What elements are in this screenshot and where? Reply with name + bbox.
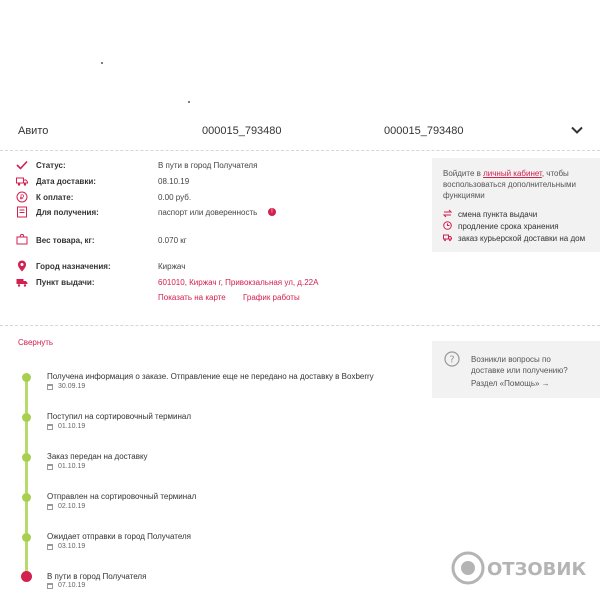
weight-icon xyxy=(16,233,28,245)
divider xyxy=(0,150,600,151)
schedule-link[interactable]: График работы xyxy=(243,293,300,302)
delivery-date-label: Дата доставки: xyxy=(36,177,96,186)
status-label: Статус: xyxy=(36,161,66,170)
timeline-dot xyxy=(22,533,31,542)
timeline-event-date: 03.10.19 xyxy=(58,543,86,550)
feature-extend-storage: продление срока хранения xyxy=(458,222,559,231)
payment-value: 0.00 руб. xyxy=(158,193,192,202)
timeline-track xyxy=(25,376,28,574)
login-promo-text xyxy=(443,168,576,201)
account-link[interactable]: личный кабинет xyxy=(483,169,542,178)
login-suffix: , чтобы xyxy=(541,169,569,178)
tracking-number: 000015_793480 xyxy=(384,125,464,137)
login-line2: воспользоваться дополнительными xyxy=(443,180,576,189)
calendar-icon xyxy=(47,384,53,390)
clock-icon xyxy=(443,221,452,230)
timeline-dot xyxy=(22,413,31,422)
help-section-link[interactable]: Раздел «Помощь» → xyxy=(471,379,550,388)
timeline-event-date: 01.10.19 xyxy=(58,423,86,430)
timeline-event-date: 07.10.19 xyxy=(58,582,86,589)
timeline-event-title: Отправлен на сортировочный терминал xyxy=(47,492,197,501)
truck-icon xyxy=(16,175,28,187)
check-icon xyxy=(16,159,28,171)
status-value: В пути в город Получателя xyxy=(158,161,258,170)
courier-icon xyxy=(443,233,452,242)
chevron-down-icon[interactable] xyxy=(571,126,583,135)
order-number: 000015_793480 xyxy=(202,125,282,137)
help-text xyxy=(471,354,568,376)
map-pin-icon xyxy=(16,260,28,272)
info-icon[interactable]: ! xyxy=(268,208,276,216)
timeline-event-title: В пути в город Получателя xyxy=(47,572,147,581)
login-line3: функциями xyxy=(443,191,485,200)
payment-label: К оплате: xyxy=(36,193,74,202)
stray-dot xyxy=(188,101,190,103)
show-on-map-link[interactable]: Показать на карте xyxy=(158,293,226,302)
help-line1: Возникли вопросы по xyxy=(471,355,551,364)
timeline-event-title: Получена информация о заказе. Отправление еще не передано на доставку в Boxberry xyxy=(47,372,374,381)
svg-text:₽: ₽ xyxy=(19,193,25,202)
delivery-date-value: 08.10.19 xyxy=(158,177,190,186)
pickup-point-label: Пункт выдачи: xyxy=(36,278,95,287)
feature-change-point: смена пункта выдачи xyxy=(458,210,538,219)
swap-icon xyxy=(443,209,452,218)
feature-courier: заказ курьерской доставки на дом xyxy=(458,234,586,243)
city-label: Город назначения: xyxy=(36,262,111,271)
collapse-link[interactable]: Свернуть xyxy=(18,338,54,347)
svg-text:?: ? xyxy=(449,354,455,366)
otzovik-watermark xyxy=(450,548,600,588)
timeline-event-title: Ожидает отправки в город Получателя xyxy=(47,532,192,541)
receipt-value: паспорт или доверенность xyxy=(158,208,258,217)
pickup-point-address[interactable]: 601010, Киржач г, Привокзальная ул, д.22А xyxy=(158,278,319,287)
timeline-event-date: 01.10.19 xyxy=(58,463,86,470)
divider xyxy=(0,325,600,326)
calendar-icon xyxy=(47,583,53,589)
stray-dot xyxy=(101,62,103,64)
receipt-label: Для получения: xyxy=(36,208,99,217)
timeline-event-title: Заказ передан на доставку xyxy=(47,452,148,461)
question-icon xyxy=(444,351,460,367)
timeline-event-date: 30.09.19 xyxy=(58,383,86,390)
timeline-event-date: 02.10.19 xyxy=(58,503,86,510)
help-line2: доставке или получению? xyxy=(471,366,568,375)
weight-label: Вес товара, кг: xyxy=(36,236,95,245)
calendar-icon xyxy=(47,464,53,470)
timeline-dot xyxy=(22,493,31,502)
ruble-icon xyxy=(16,191,28,203)
calendar-icon xyxy=(47,544,53,550)
weight-value: 0.070 кг xyxy=(158,236,187,245)
timeline-event-title: Поступил на сортировочный терминал xyxy=(47,412,192,421)
city-value: Киржач xyxy=(158,262,186,271)
watermark-text: ОТЗОВИК xyxy=(487,559,587,580)
timeline-dot xyxy=(22,453,31,462)
calendar-icon xyxy=(47,504,53,510)
login-prefix: Войдите в xyxy=(443,169,484,178)
truck-icon xyxy=(16,276,28,288)
timeline-dot-current xyxy=(21,571,32,582)
document-icon xyxy=(16,206,28,218)
calendar-icon xyxy=(47,424,53,430)
shop-name: Авито xyxy=(18,125,49,137)
timeline-dot xyxy=(22,373,31,382)
